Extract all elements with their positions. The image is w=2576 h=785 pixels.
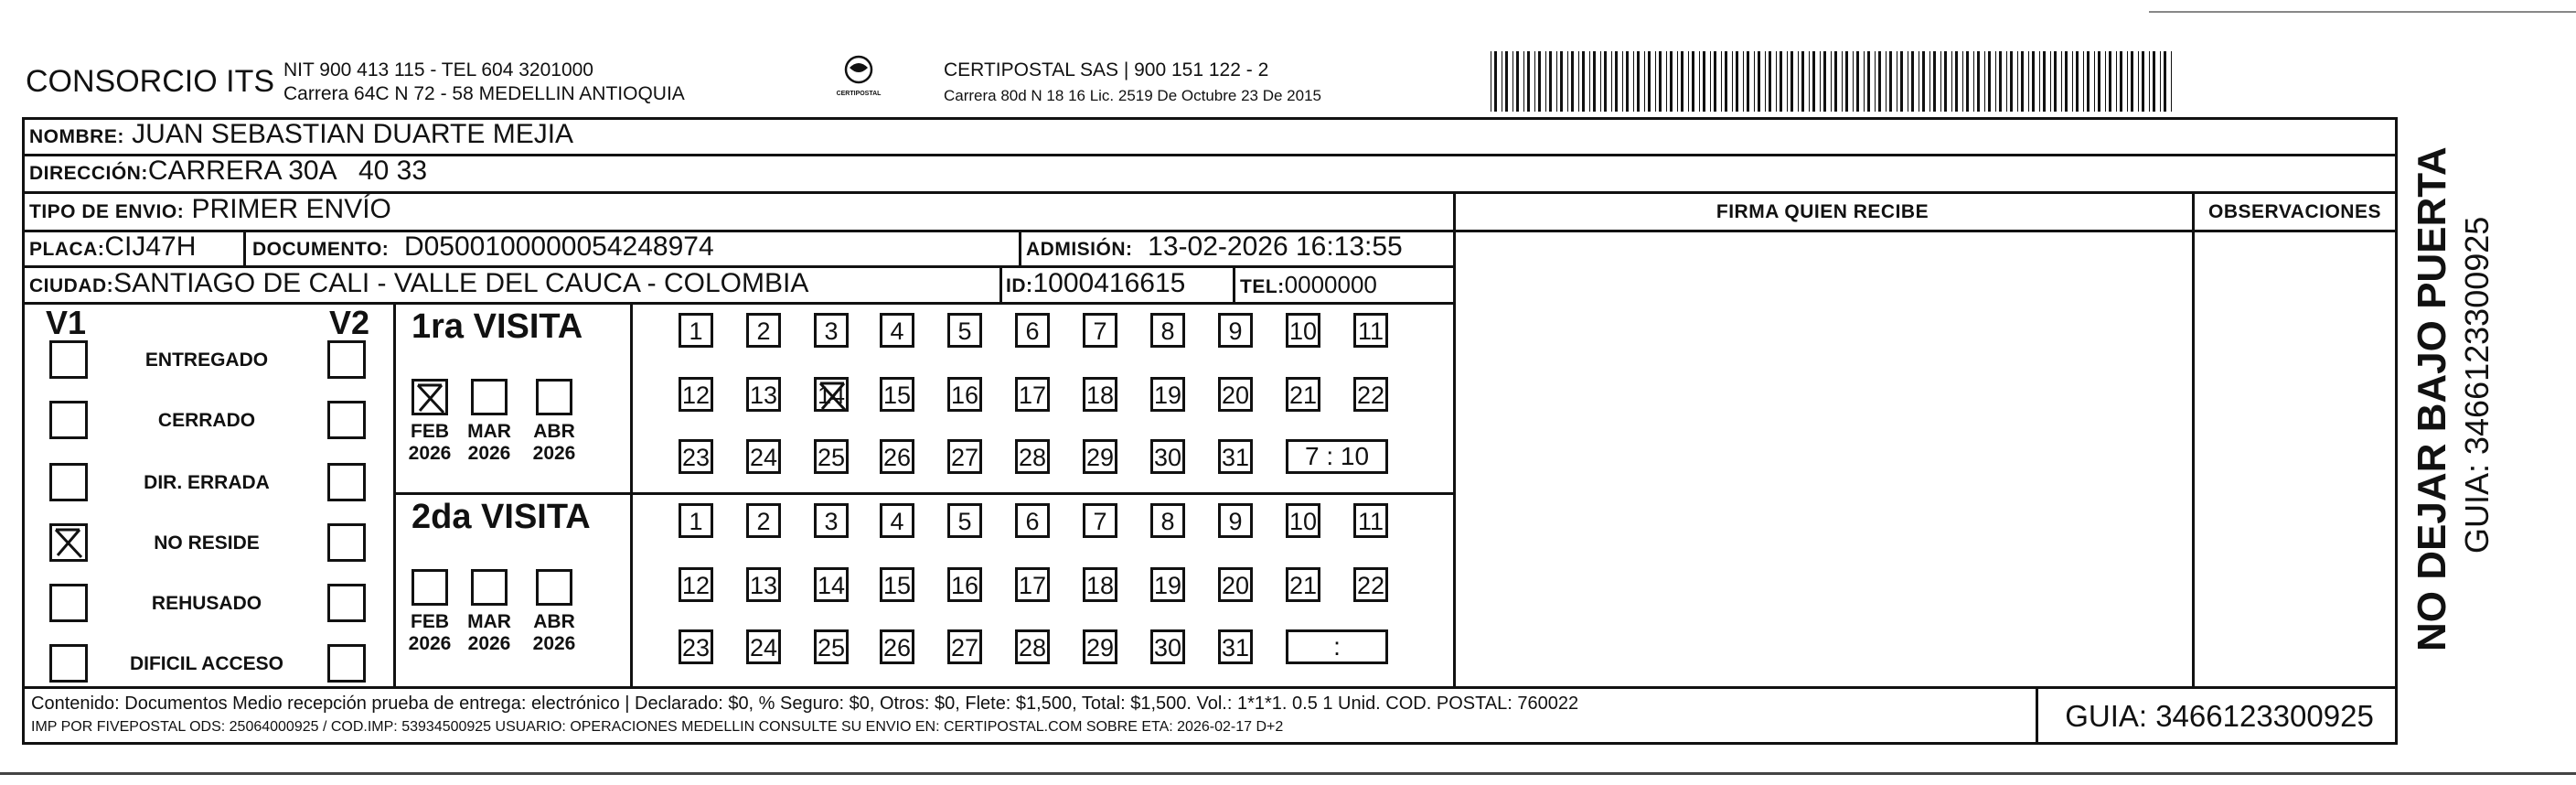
barcode-bar — [1725, 51, 1727, 112]
barcode-bar — [2083, 51, 2084, 112]
direccion-row — [29, 156, 427, 187]
barcode-bar — [1527, 51, 1530, 112]
check-mark-icon — [817, 380, 850, 413]
side-guia: GUIA: 3466123300925 — [2458, 216, 2496, 554]
visit-divider — [630, 302, 633, 687]
barcode-bar — [1776, 51, 1777, 112]
barcode-bar — [1692, 51, 1694, 112]
day-box[interactable]: 20 — [1218, 567, 1253, 602]
month-name: ABR — [533, 611, 575, 632]
v1-checkbox[interactable] — [49, 463, 88, 501]
barcode-bar — [1714, 51, 1716, 112]
day-box[interactable]: 28 — [1015, 439, 1050, 474]
barcode-bar — [1589, 51, 1590, 112]
v1-checkbox[interactable] — [49, 401, 88, 439]
v2-checkbox[interactable] — [327, 340, 366, 379]
cell-divider — [1019, 230, 1021, 266]
barcode-bar — [1670, 51, 1673, 112]
col-divider — [1453, 191, 1456, 687]
barcode-bar — [2098, 51, 2100, 112]
barcode-bar — [1940, 51, 1941, 112]
v2-checkbox[interactable] — [327, 401, 366, 439]
tel-row — [1240, 271, 1377, 299]
footer-guia: GUIA: 3466123300925 — [2065, 699, 2374, 733]
barcode-bar — [1736, 51, 1738, 112]
visit-title: 2da VISITA — [412, 498, 591, 536]
day-box[interactable]: 27 — [947, 629, 982, 664]
barcode-bar — [2065, 51, 2068, 112]
day-box[interactable]: 23 — [679, 629, 713, 664]
side-notice: NO DEJAR BAJO PUERTA — [2410, 146, 2454, 651]
check-mark-icon — [414, 382, 447, 414]
month-name: FEB — [411, 421, 449, 442]
day-box[interactable]: 26 — [880, 629, 914, 664]
logo-icon — [840, 55, 877, 86]
barcode-bar — [1900, 51, 1903, 112]
day-box[interactable]: 23 — [679, 439, 713, 474]
firma-header: FIRMA QUIEN RECIBE — [1716, 201, 1929, 222]
barcode-bar — [2076, 51, 2079, 112]
barcode-bar — [1962, 51, 1963, 112]
barcode-bar — [1644, 51, 1645, 112]
v2-checkbox[interactable] — [327, 584, 366, 622]
row-divider — [22, 302, 1456, 305]
day-box[interactable]: 4 — [880, 313, 914, 348]
status-label: REHUSADO — [151, 593, 262, 614]
day-box[interactable]: 13 — [746, 377, 781, 412]
day-box[interactable]: 3 — [814, 313, 849, 348]
month-name: MAR — [467, 421, 511, 442]
barcode-bar — [1973, 51, 1974, 112]
tipo-value: PRIMER ENVÍO — [191, 194, 391, 224]
tipo-row — [29, 194, 391, 225]
status-label: DIFICIL ACCESO — [129, 653, 283, 674]
direccion-label: DIRECCIÓN: — [29, 163, 148, 184]
placa-value: CIJ47H — [104, 231, 197, 262]
day-box[interactable]: 26 — [880, 439, 914, 474]
day-box[interactable]: 10 — [1286, 503, 1320, 538]
status-label: DIR. ERRADA — [144, 472, 270, 493]
barcode-bar — [1790, 51, 1793, 112]
barcode-bar — [2087, 51, 2090, 112]
barcode-bar — [1834, 51, 1837, 112]
month-year: 2026 — [532, 443, 576, 464]
month-name: ABR — [533, 421, 575, 442]
barcode-bar — [1864, 51, 1865, 112]
barcode-bar — [1875, 51, 1876, 112]
day-box[interactable]: 28 — [1015, 629, 1050, 664]
barcode-bar — [1922, 51, 1925, 112]
company-name: CONSORCIO ITS — [26, 64, 275, 99]
barcode-bar — [2116, 51, 2117, 112]
tel-value: 0000000 — [1284, 271, 1377, 298]
day-box[interactable]: 19 — [1150, 567, 1185, 602]
v1-checkbox[interactable] — [49, 523, 88, 562]
v1-checkbox[interactable] — [49, 584, 88, 622]
ciudad-value: SANTIAGO DE CALI - VALLE DEL CAUCA - COLOMBIA — [113, 268, 809, 298]
barcode-bar — [1886, 51, 1887, 112]
ciudad-label: CIUDAD: — [29, 275, 114, 296]
barcode-bar — [2039, 51, 2040, 112]
barcode-bar — [2160, 51, 2161, 112]
barcode-bar — [1655, 51, 1656, 112]
admision-value: 13-02-2026 16:13:55 — [1148, 231, 1403, 262]
day-box[interactable]: 22 — [1353, 567, 1388, 602]
barcode-bar — [1966, 51, 1969, 112]
barcode-bar — [2061, 51, 2062, 112]
barcode-bar — [2006, 51, 2007, 112]
day-box[interactable]: 7 — [1083, 313, 1117, 348]
barcode-bar — [1582, 51, 1585, 112]
barcode-bar — [1853, 51, 1854, 112]
barcode-bar — [1758, 51, 1760, 112]
barcode-bar — [2127, 51, 2128, 112]
barcode-bar — [1933, 51, 1936, 112]
day-box[interactable]: 5 — [947, 503, 982, 538]
documento-label: DOCUMENTO: — [252, 239, 390, 260]
barcode-bar — [2028, 51, 2029, 112]
barcode-bar — [1666, 51, 1667, 112]
barcode-bar — [1769, 51, 1771, 112]
day-box[interactable]: 8 — [1150, 503, 1185, 538]
barcode-bar — [1659, 51, 1662, 112]
month-year: 2026 — [467, 633, 511, 654]
day-box[interactable]: 25 — [814, 439, 849, 474]
barcode-bar — [1637, 51, 1640, 112]
carrier-name: CERTIPOSTAL SAS | 900 151 122 - 2 — [944, 59, 1269, 81]
col-head-divider — [1453, 230, 2398, 232]
barcode — [1491, 51, 2176, 112]
day-box[interactable]: 17 — [1015, 567, 1050, 602]
status-label: CERRADO — [157, 410, 256, 431]
day-box[interactable]: 11 — [1353, 313, 1388, 348]
col-divider — [2192, 191, 2195, 687]
barcode-bar — [1823, 51, 1826, 112]
barcode-bar — [1977, 51, 1980, 112]
month-label — [402, 421, 457, 465]
barcode-bar — [1995, 51, 1996, 112]
barcode-bar — [1747, 51, 1749, 112]
barcode-bar — [1593, 51, 1596, 112]
placa-row — [29, 231, 196, 263]
barcode-bar — [2142, 51, 2144, 112]
barcode-bar — [2017, 51, 2018, 112]
barcode-bar — [1538, 51, 1541, 112]
day-box[interactable]: 24 — [746, 439, 781, 474]
barcode-bar — [1856, 51, 1859, 112]
barcode-bar — [1801, 51, 1804, 112]
visit-title: 1ra VISITA — [412, 307, 583, 346]
barcode-bar — [1622, 51, 1623, 112]
day-box[interactable]: 2 — [746, 503, 781, 538]
day-box[interactable]: 12 — [679, 377, 713, 412]
month-checkbox[interactable] — [536, 379, 572, 415]
barcode-bar — [1812, 51, 1815, 112]
status-label: NO RESIDE — [154, 532, 260, 554]
day-box[interactable]: 31 — [1218, 439, 1253, 474]
barcode-bar — [1534, 51, 1535, 112]
day-box[interactable]: 1 — [679, 313, 713, 348]
month-label — [527, 421, 582, 465]
barcode-bar — [2105, 51, 2106, 112]
barcode-bar — [1842, 51, 1843, 112]
day-box[interactable]: 6 — [1015, 503, 1050, 538]
company-nit: NIT 900 413 115 - TEL 604 3201000 — [283, 59, 593, 81]
barcode-bar — [1831, 51, 1832, 112]
footer-divider — [22, 686, 2398, 689]
day-box[interactable]: 30 — [1150, 629, 1185, 664]
tel-label: TEL: — [1240, 276, 1285, 297]
barcode-bar — [1578, 51, 1579, 112]
barcode-bar — [2131, 51, 2133, 112]
day-box[interactable]: 9 — [1218, 503, 1253, 538]
barcode-bar — [1611, 51, 1612, 112]
day-box[interactable]: 29 — [1083, 629, 1117, 664]
day-box[interactable]: 12 — [679, 567, 713, 602]
v1-header: V1 — [46, 304, 87, 341]
month-name: FEB — [411, 611, 449, 632]
barcode-bar — [1615, 51, 1618, 112]
observaciones-header: OBSERVACIONES — [2208, 201, 2381, 222]
day-box[interactable]: 20 — [1218, 377, 1253, 412]
barcode-bar — [1545, 51, 1546, 112]
day-box[interactable]: 29 — [1083, 439, 1117, 474]
barcode-bar — [1878, 51, 1881, 112]
barcode-bar — [1494, 51, 1497, 112]
barcode-bar — [1648, 51, 1651, 112]
day-box[interactable]: 10 — [1286, 313, 1320, 348]
bottom-rule — [0, 772, 2576, 775]
logo-text: CERTIPOSTAL — [836, 91, 882, 97]
cell-divider — [243, 230, 246, 266]
day-box[interactable]: 30 — [1150, 439, 1185, 474]
barcode-bar — [2010, 51, 2013, 112]
barcode-bar — [1984, 51, 1985, 112]
day-box[interactable]: 21 — [1286, 567, 1320, 602]
check-mark-icon — [52, 526, 85, 559]
day-box[interactable]: 16 — [947, 567, 982, 602]
month-year: 2026 — [408, 633, 452, 654]
company-address: Carrera 64C N 72 - 58 MEDELLIN ANTIOQUIA — [283, 83, 685, 104]
day-box[interactable]: 14 — [814, 377, 849, 412]
cell-divider — [999, 265, 1002, 302]
v2-checkbox[interactable] — [327, 644, 366, 683]
day-box[interactable]: 8 — [1150, 313, 1185, 348]
day-box[interactable]: 6 — [1015, 313, 1050, 348]
day-box[interactable]: 31 — [1218, 629, 1253, 664]
v2-checkbox[interactable] — [327, 523, 366, 562]
day-box[interactable]: 14 — [814, 567, 849, 602]
barcode-bar — [1845, 51, 1848, 112]
day-box[interactable]: 22 — [1353, 377, 1388, 412]
barcode-bar — [1505, 51, 1508, 112]
day-box[interactable]: 7 — [1083, 503, 1117, 538]
barcode-bar — [1681, 51, 1683, 112]
barcode-bar — [1677, 51, 1678, 112]
month-checkbox[interactable] — [412, 379, 448, 415]
barcode-bar — [2109, 51, 2111, 112]
visit-divider — [393, 492, 1454, 495]
barcode-bar — [1765, 51, 1766, 112]
barcode-bar — [1688, 51, 1689, 112]
documento-value: D0500100000054248974 — [403, 231, 714, 262]
month-checkbox[interactable] — [471, 569, 508, 606]
day-box[interactable]: 17 — [1015, 377, 1050, 412]
month-checkbox[interactable] — [412, 569, 448, 606]
barcode-bar — [1604, 51, 1607, 112]
cell-divider — [1233, 265, 1235, 302]
barcode-bar — [2021, 51, 2024, 112]
month-year: 2026 — [532, 633, 576, 654]
barcode-bar — [1999, 51, 2002, 112]
barcode-bar — [1929, 51, 1930, 112]
day-box[interactable]: 25 — [814, 629, 849, 664]
barcode-bar — [1798, 51, 1799, 112]
day-box[interactable]: 11 — [1353, 503, 1388, 538]
day-box[interactable]: 18 — [1083, 567, 1117, 602]
id-value: 1000416615 — [1032, 268, 1186, 298]
barcode-bar — [1955, 51, 1958, 112]
barcode-bar — [1820, 51, 1821, 112]
barcode-bar — [1571, 51, 1574, 112]
admision-row — [1026, 231, 1403, 263]
nombre-label: NOMBRE: — [29, 126, 124, 147]
barcode-bar — [1512, 51, 1513, 112]
barcode-icon — [1491, 51, 2176, 112]
documento-row — [252, 231, 714, 263]
day-box[interactable]: 3 — [814, 503, 849, 538]
barcode-bar — [2164, 51, 2166, 112]
barcode-bar — [2072, 51, 2073, 112]
barcode-bar — [2171, 51, 2172, 112]
barcode-bar — [1944, 51, 1947, 112]
placa-label: PLACA: — [29, 239, 105, 260]
tipo-label: TIPO DE ENVIO: — [29, 201, 185, 222]
ciudad-row — [29, 268, 808, 299]
day-box[interactable]: 19 — [1150, 377, 1185, 412]
barcode-bar — [2153, 51, 2155, 112]
barcode-bar — [1703, 51, 1705, 112]
barcode-bar — [2094, 51, 2095, 112]
barcode-bar — [1516, 51, 1519, 112]
barcode-bar — [2050, 51, 2051, 112]
id-row — [1006, 268, 1185, 299]
barcode-bar — [1889, 51, 1892, 112]
barcode-bar — [1951, 51, 1952, 112]
barcode-bar — [2149, 51, 2150, 112]
day-box[interactable]: 9 — [1218, 313, 1253, 348]
barcode-bar — [1567, 51, 1568, 112]
barcode-bar — [2120, 51, 2122, 112]
barcode-bar — [1699, 51, 1700, 112]
admision-label: ADMISIÓN: — [1026, 239, 1133, 260]
barcode-bar — [1556, 51, 1557, 112]
barcode-bar — [1867, 51, 1870, 112]
top-rule — [2149, 11, 2576, 13]
month-name: MAR — [467, 611, 511, 632]
barcode-bar — [1743, 51, 1744, 112]
barcode-bar — [1787, 51, 1788, 112]
day-box[interactable]: 1 — [679, 503, 713, 538]
barcode-bar — [1710, 51, 1711, 112]
barcode-bar — [1780, 51, 1782, 112]
month-year: 2026 — [467, 443, 511, 464]
nombre-row — [29, 119, 573, 150]
nombre-value: JUAN SEBASTIAN DUARTE MEJIA — [132, 119, 574, 149]
barcode-bar — [1523, 51, 1524, 112]
time-box[interactable]: 7 : 10 — [1286, 439, 1388, 474]
barcode-bar — [2032, 51, 2035, 112]
barcode-bar — [1809, 51, 1810, 112]
day-box[interactable]: 18 — [1083, 377, 1117, 412]
month-label — [402, 611, 457, 655]
barcode-bar — [1560, 51, 1563, 112]
barcode-bar — [1911, 51, 1914, 112]
month-label — [527, 611, 582, 655]
barcode-bar — [1732, 51, 1733, 112]
month-label — [462, 611, 517, 655]
id-label: ID: — [1006, 275, 1033, 296]
day-box[interactable]: 13 — [746, 567, 781, 602]
day-box[interactable]: 5 — [947, 313, 982, 348]
barcode-bar — [1988, 51, 1991, 112]
v1-checkbox[interactable] — [49, 340, 88, 379]
barcode-bar — [1633, 51, 1634, 112]
month-checkbox[interactable] — [536, 569, 572, 606]
day-box[interactable]: 24 — [746, 629, 781, 664]
barcode-bar — [2138, 51, 2139, 112]
time-box[interactable]: : — [1286, 629, 1388, 664]
day-box[interactable]: 16 — [947, 377, 982, 412]
day-box[interactable]: 2 — [746, 313, 781, 348]
day-box[interactable]: 15 — [880, 377, 914, 412]
day-box[interactable]: 27 — [947, 439, 982, 474]
month-label — [462, 421, 517, 465]
carrier-license: Carrera 80d N 18 16 Lic. 2519 De Octubre 23 De 2015 — [944, 87, 1321, 104]
v2-checkbox[interactable] — [327, 463, 366, 501]
barcode-bar — [2043, 51, 2046, 112]
barcode-bar — [1721, 51, 1722, 112]
v2-header: V2 — [329, 304, 370, 341]
month-checkbox[interactable] — [471, 379, 508, 415]
day-box[interactable]: 21 — [1286, 377, 1320, 412]
direccion-value: CARRERA 30A 40 33 — [147, 156, 428, 186]
footer-imp: IMP POR FIVEPOSTAL ODS: 25064000925 / COD.IMP: 53934500925 USUARIO: OPERACIONES MEDELLIN CONSULTE SU ENVIO EN: CERTIPOSTAL.COM SOBRE ETA: 2026-02-17 D+2 — [31, 719, 1284, 735]
barcode-bar — [1754, 51, 1755, 112]
day-box[interactable]: 4 — [880, 503, 914, 538]
day-box[interactable]: 15 — [880, 567, 914, 602]
status-label: ENTREGADO — [144, 349, 269, 371]
v1-checkbox[interactable] — [49, 644, 88, 683]
footer-contenido: Contenido: Documentos Medio recepción prueba de entrega: electrónico | Declarado: $0, % Seguro: $0, Otros: $0, Flete: $1,500, Total: $1,500. Vol.: 1*1*1. 0.5 1 Unid. COD. POSTAL: 760022 — [31, 694, 1579, 714]
barcode-bar — [2054, 51, 2057, 112]
certipostal-logo — [832, 55, 885, 97]
month-year: 2026 — [408, 443, 452, 464]
barcode-bar — [1600, 51, 1601, 112]
barcode-bar — [1549, 51, 1552, 112]
col-divider — [2036, 686, 2038, 745]
barcode-bar — [1626, 51, 1629, 112]
